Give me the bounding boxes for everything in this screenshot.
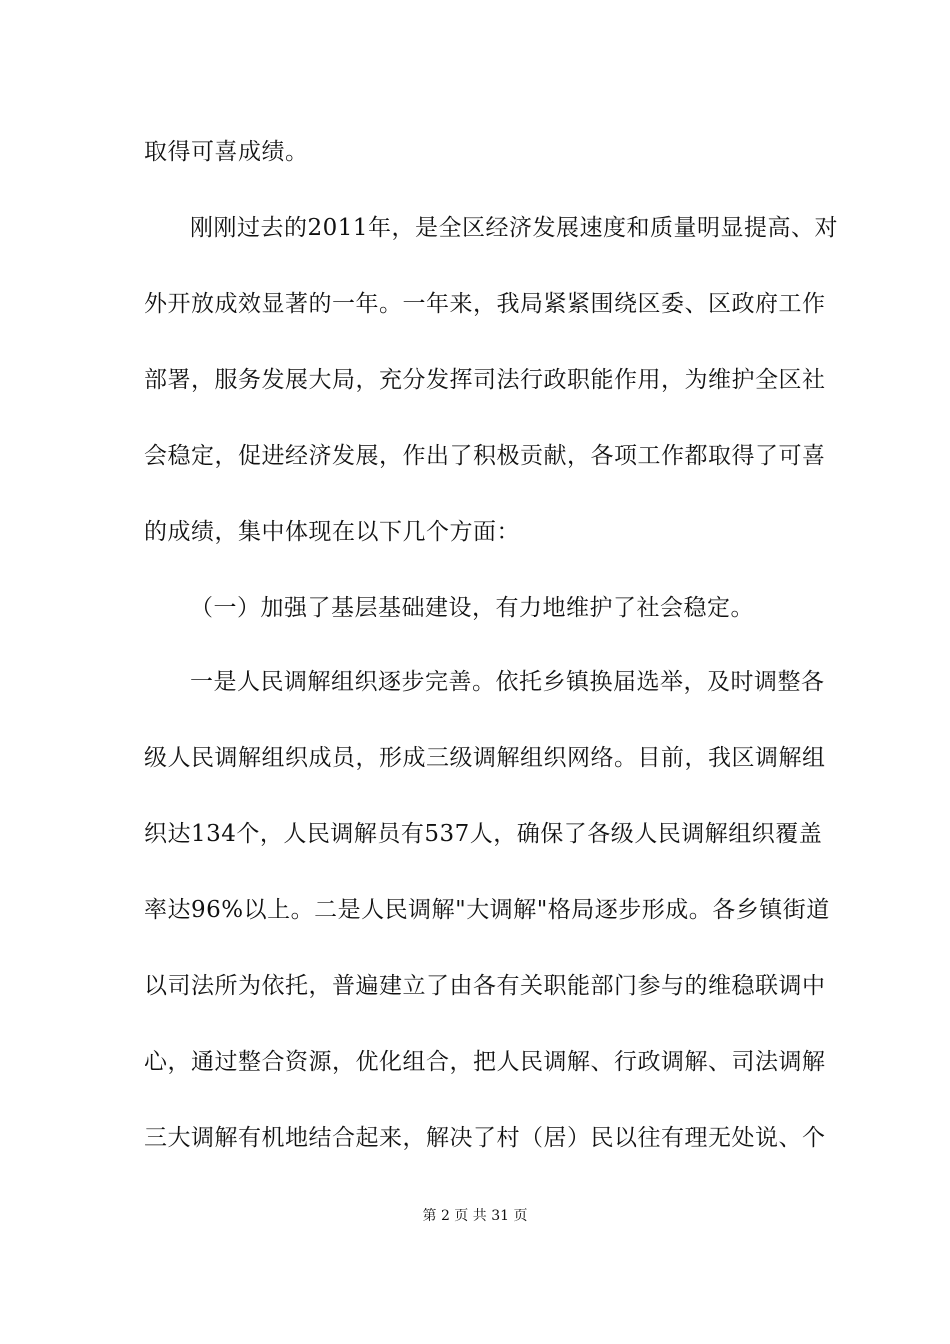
text-line: 刚刚过去的2011年，是全区经济发展速度和质量明显提高、对 xyxy=(190,215,839,241)
text-line: 级人民调解组织成员，形成三级调解组织网络。目前，我区调解组 xyxy=(144,745,826,771)
text-line: 织达134个，人民调解员有537人，确保了各级人民调解组织覆盖 xyxy=(144,821,823,847)
text-line: 的成绩，集中体现在以下几个方面： xyxy=(144,519,520,545)
text-line: 心，通过整合资源，优化组合，把人民调解、行政调解、司法调解 xyxy=(144,1049,826,1075)
text-line: 一是人民调解组织逐步完善。依托乡镇换届选举，及时调整各 xyxy=(190,669,825,695)
text-line: 部署，服务发展大局，充分发挥司法行政职能作用，为维护全区社 xyxy=(144,367,826,393)
text-line: 以司法所为依托，普遍建立了由各有关职能部门参与的维稳联调中 xyxy=(144,973,826,999)
section-heading: （一）加强了基层基础建设，有力地维护了社会稳定。 xyxy=(190,595,754,621)
text-line: 三大调解有机地结合起来，解决了村（居）民以往有理无处说、个 xyxy=(144,1125,826,1151)
page-number-footer: 第 2 页 共 31 页 xyxy=(422,1208,528,1224)
text-line: 取得可喜成绩。 xyxy=(144,139,309,165)
text-line: 会稳定，促进经济发展，作出了积极贡献，各项工作都取得了可喜 xyxy=(144,443,826,469)
text-line: 率达96%以上。二是人民调解"大调解"格局逐步形成。各乡镇街道 xyxy=(144,897,830,923)
text-line: 外开放成效显著的一年。一年来，我局紧紧围绕区委、区政府工作 xyxy=(144,291,826,317)
